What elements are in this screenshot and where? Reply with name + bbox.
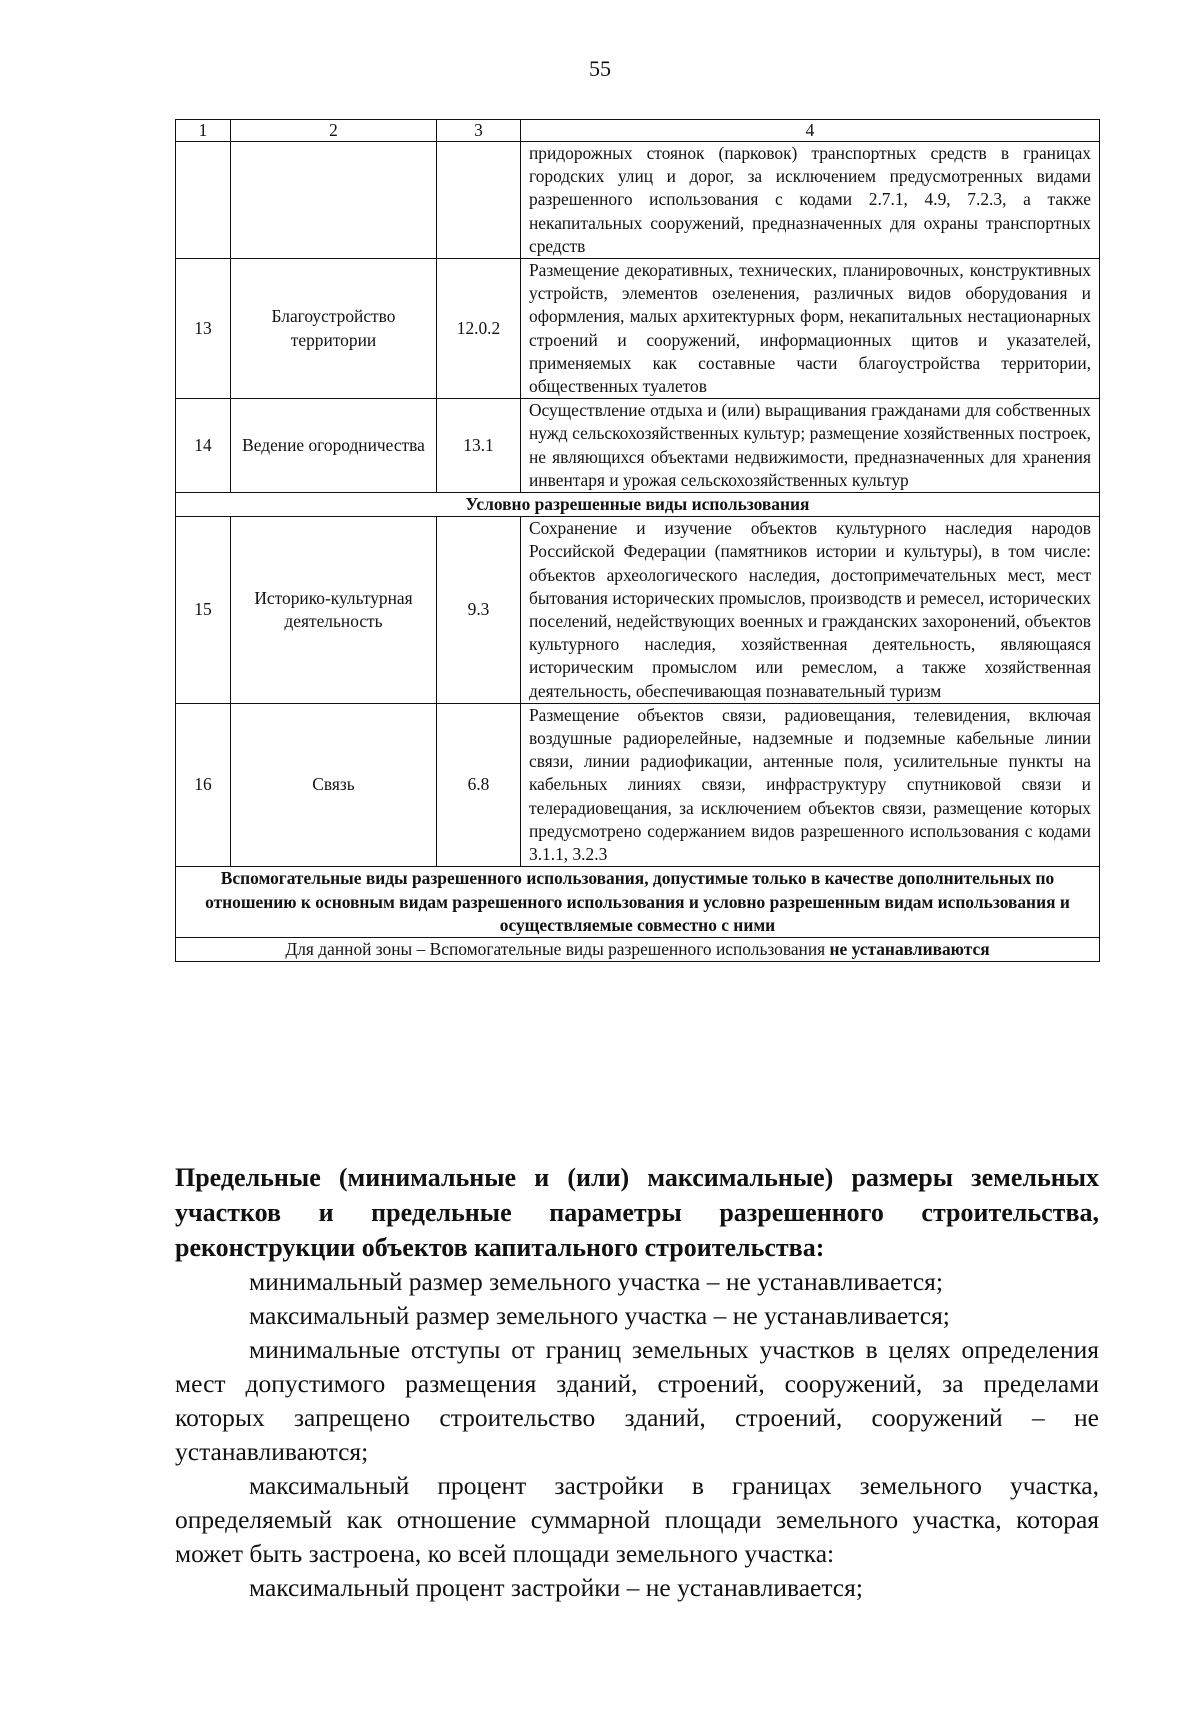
row-number: 16 xyxy=(176,703,231,866)
use-name: Связь xyxy=(231,703,437,866)
auxiliary-note xyxy=(176,937,1100,961)
paragraph: максимальный процент застройки в границах земельного участка, определяемый как отношение суммарной площади земельного участка, которая может быть застроена, ко всей площади земельного участка: xyxy=(175,1471,1099,1568)
row-number: 13 xyxy=(176,259,231,399)
section-auxiliary-title: Вспомогательные виды разрешенного использования, допустимые только в качестве дополнительных по отношению к основным видам разрешенного использования и условно разрешенным видам использования и осуществляемые совместно с ними xyxy=(176,867,1100,938)
use-description: Размещение декоративных, технических, планировочных, конструктивных устройств, элементов озеленения, различных видов оборудования и оформления, малых архитектурных форм, некапитальных нестационарных строений и сооружений, информационных щитов и указателей, применяемых как составные части благоустройства территории, общественных туалетов xyxy=(521,259,1100,399)
table-row xyxy=(176,399,1100,493)
table-row xyxy=(176,259,1100,399)
paragraph: минимальный размер земельного участка – не устанавливается; xyxy=(249,1267,943,1296)
use-name: Благоустройство территории xyxy=(231,259,437,399)
use-name: Ведение огородничества xyxy=(231,399,437,493)
row-number: 15 xyxy=(176,517,231,704)
column-header-2: 2 xyxy=(231,120,437,142)
row-number xyxy=(176,142,231,259)
page-number: 55 xyxy=(589,56,611,81)
section-header-row xyxy=(176,493,1100,517)
use-code: 6.8 xyxy=(437,703,521,866)
use-description: Размещение объектов связи, радиовещания, телевидения, включая воздушные радиорелейные, надземные и подземные кабельные линии связи, линии радиофикации, антенные поля, усилительные пункты на кабельных линиях связи, инфраструктуру спутниковой связи и телерадиовещания, за исключением объектов связи, размещение которых предусмотрено содержанием видов разрешенного использования с кодами 3.1.1, 3.2.3 xyxy=(521,703,1100,866)
use-code: 12.0.2 xyxy=(437,259,521,399)
use-code xyxy=(437,142,521,259)
paragraph: минимальные отступы от границ земельных участков в целях определения мест допустимого размещения зданий, строений, сооружений, за пределами которых запрещено строительство зданий, строений, сооружений – не устанавливаются; xyxy=(175,1335,1099,1466)
footer-row xyxy=(176,937,1100,961)
land-use-table xyxy=(175,119,1100,962)
use-description: придорожных стоянок (парковок) транспортных средств в границах городских улиц и дорог, за исключением предусмотренных видами разрешенного использования с кодами 2.7.1, 4.9, 7.2.3, а также некапитальных сооружений, предназначенных для охраны транспортных средств xyxy=(521,142,1100,259)
table-header-row xyxy=(176,120,1100,142)
row-number: 14 xyxy=(176,399,231,493)
auxiliary-note-bold: не устанавливаются xyxy=(829,938,990,959)
use-name: Историко-культурная деятельность xyxy=(231,517,437,704)
use-name xyxy=(231,142,437,259)
table-row xyxy=(176,142,1100,259)
paragraph: максимальный размер земельного участка – не устанавливается; xyxy=(249,1301,950,1330)
use-description: Осуществление отдыха и (или) выращивания гражданами для собственных нужд сельскохозяйственных культур; размещение хозяйственных построек, не являющихся объектами недвижимости, предназначенных для хранения инвентаря и урожая сельскохозяйственных культур xyxy=(521,399,1100,493)
parameters-heading: Предельные (минимальные и (или) максимальные) размеры земельных участков и предельные параметры разрешенного строительства, реконструкции объектов капитального строительства: xyxy=(175,1163,1099,1262)
use-description: Сохранение и изучение объектов культурного наследия народов Российской Федерации (памятников истории и культуры), в том числе: объектов археологического наследия, достопримечательных мест, мест бытования исторических промыслов, производств и ремесел, исторических поселений, недействующих военных и гражданских захоронений, объектов культурного наследия, хозяйственная деятельность, являющаяся историческим промыслом или ремеслом, а также хозяйственная деятельность, обеспечивающая познавательный туризм xyxy=(521,517,1100,704)
section-header-row xyxy=(176,867,1100,938)
auxiliary-note-text: Для данной зоны – Вспомогательные виды разрешенного использования xyxy=(285,938,830,959)
paragraph: максимальный процент застройки – не устанавливается; xyxy=(249,1573,863,1602)
column-header-1: 1 xyxy=(176,120,231,142)
table-row xyxy=(176,703,1100,866)
use-code: 9.3 xyxy=(437,517,521,704)
parameters-section xyxy=(175,1160,1099,1605)
column-header-4: 4 xyxy=(521,120,1100,142)
section-conditional-title: Условно разрешенные виды использования xyxy=(176,493,1100,517)
use-code: 13.1 xyxy=(437,399,521,493)
table-row xyxy=(176,517,1100,704)
column-header-3: 3 xyxy=(437,120,521,142)
